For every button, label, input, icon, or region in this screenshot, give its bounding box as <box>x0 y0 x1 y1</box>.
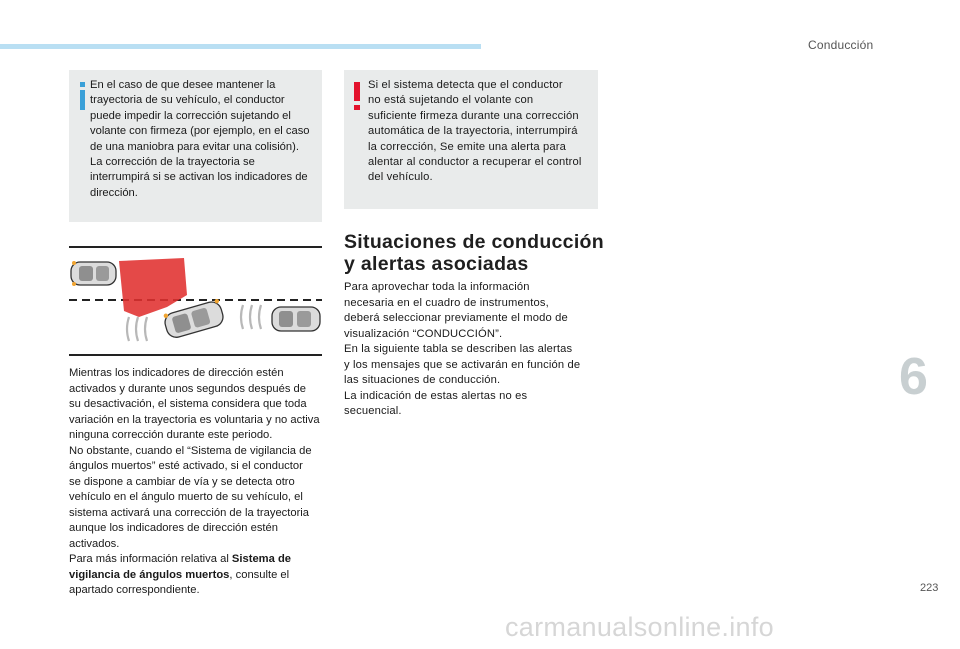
warning-line: del vehículo. <box>368 171 433 184</box>
info-note-text <box>90 78 316 201</box>
ref-bold-term: Sistema de <box>231 553 291 565</box>
heading-line: Situaciones de conducción <box>344 231 604 253</box>
info-icon <box>80 82 85 110</box>
body-line: activados. <box>69 537 120 550</box>
info-note <box>69 70 322 222</box>
warning-line: suficiente firmeza durante una corrección <box>368 109 579 122</box>
info-line: interrumpirá si se activan los indicadores de <box>90 171 308 184</box>
body-line: necesaria en el cuadro de instrumentos, <box>344 296 549 309</box>
body-line: aunque los indicadores de dirección estén <box>69 522 278 534</box>
body-line: deberá seleccionar previamente el modo de <box>344 312 568 324</box>
ref-bold-term: vigilancia de ángulos muertos <box>69 568 230 581</box>
adjacent-car <box>71 261 116 286</box>
body-line: La indicación de estas alertas no es <box>344 389 528 402</box>
warning-line: alentar al conductor a recuperar el control <box>368 156 582 169</box>
chapter-number: 6 <box>899 348 928 406</box>
info-line: de una maniobra para evitar una colisión). <box>90 140 299 153</box>
info-line: La corrección de la trayectoria se <box>90 156 255 169</box>
page-number: 223 <box>920 582 939 594</box>
blind-spot-zone <box>119 258 187 317</box>
header-accent-bar <box>0 44 481 49</box>
warning-icon <box>354 82 360 110</box>
info-line: trayectoria de su vehículo, el conductor <box>90 94 285 107</box>
info-line: volante con firmeza (por ejemplo, en el caso <box>90 125 310 138</box>
body-line: se dispone a cambiar de vía y se detecta otro <box>69 475 295 488</box>
heading-line: y alertas asociadas <box>344 253 529 275</box>
warning-line: no está sujetando el volante con <box>368 94 534 107</box>
car-ahead <box>272 307 320 331</box>
warning-line: automática de la trayectoria, interrumpirá <box>368 125 578 138</box>
body-line: Mientras los indicadores de dirección estén <box>69 367 284 379</box>
blind-spot-illustration <box>69 245 322 357</box>
info-line: En el caso de que desee mantener la <box>90 79 276 91</box>
warning-line: Si el sistema detecta que el conductor <box>368 79 563 91</box>
warning-note <box>344 70 598 209</box>
watermark: carmanualsonline.info <box>505 612 774 642</box>
body-line: las situaciones de conducción. <box>344 374 501 386</box>
body-line: Para aprovechar toda la información <box>344 281 530 293</box>
body-line: sistema activará una corrección de la trayectoria <box>69 506 310 519</box>
right-body-text <box>344 280 600 420</box>
section-title: Conducción <box>808 38 874 52</box>
body-line: variación en la trayectoria es voluntaria y no activa <box>69 413 320 426</box>
body-line: secuencial. <box>344 405 402 417</box>
own-car <box>162 298 225 339</box>
body-line: su desactivación, el sistema considera que toda <box>69 398 307 410</box>
body-line: y los mensajes que se activarán en función de <box>344 358 581 371</box>
reference-line <box>69 568 325 584</box>
body-line: activados y durante unos segundos después de <box>69 382 306 395</box>
reference-line: apartado correspondiente. <box>69 584 200 596</box>
section-heading <box>344 231 604 275</box>
body-line: ángulos muertos” esté activado, si el conductor <box>69 460 303 472</box>
body-line: En la siguiente tabla se describen las alertas <box>344 343 573 355</box>
ref-prefix: Para más información relativa al <box>69 553 232 565</box>
reference-line <box>69 552 325 568</box>
info-line: puede impedir la corrección sujetando el <box>90 109 291 122</box>
ref-suffix: , consulte el <box>229 568 290 581</box>
warning-note-text <box>368 78 592 186</box>
body-line: ninguna corrección durante este periodo. <box>69 429 273 441</box>
warning-line: la corrección, Se emite una alerta para <box>368 140 567 153</box>
body-line: vehículo en el ángulo muerto de su vehículo, el <box>69 491 303 503</box>
left-body-text <box>69 366 325 599</box>
info-line: dirección. <box>90 186 138 199</box>
body-line: No obstante, cuando el “Sistema de vigilancia de <box>69 444 312 457</box>
body-line: visualización “CONDUCCIÓN”. <box>344 327 503 340</box>
